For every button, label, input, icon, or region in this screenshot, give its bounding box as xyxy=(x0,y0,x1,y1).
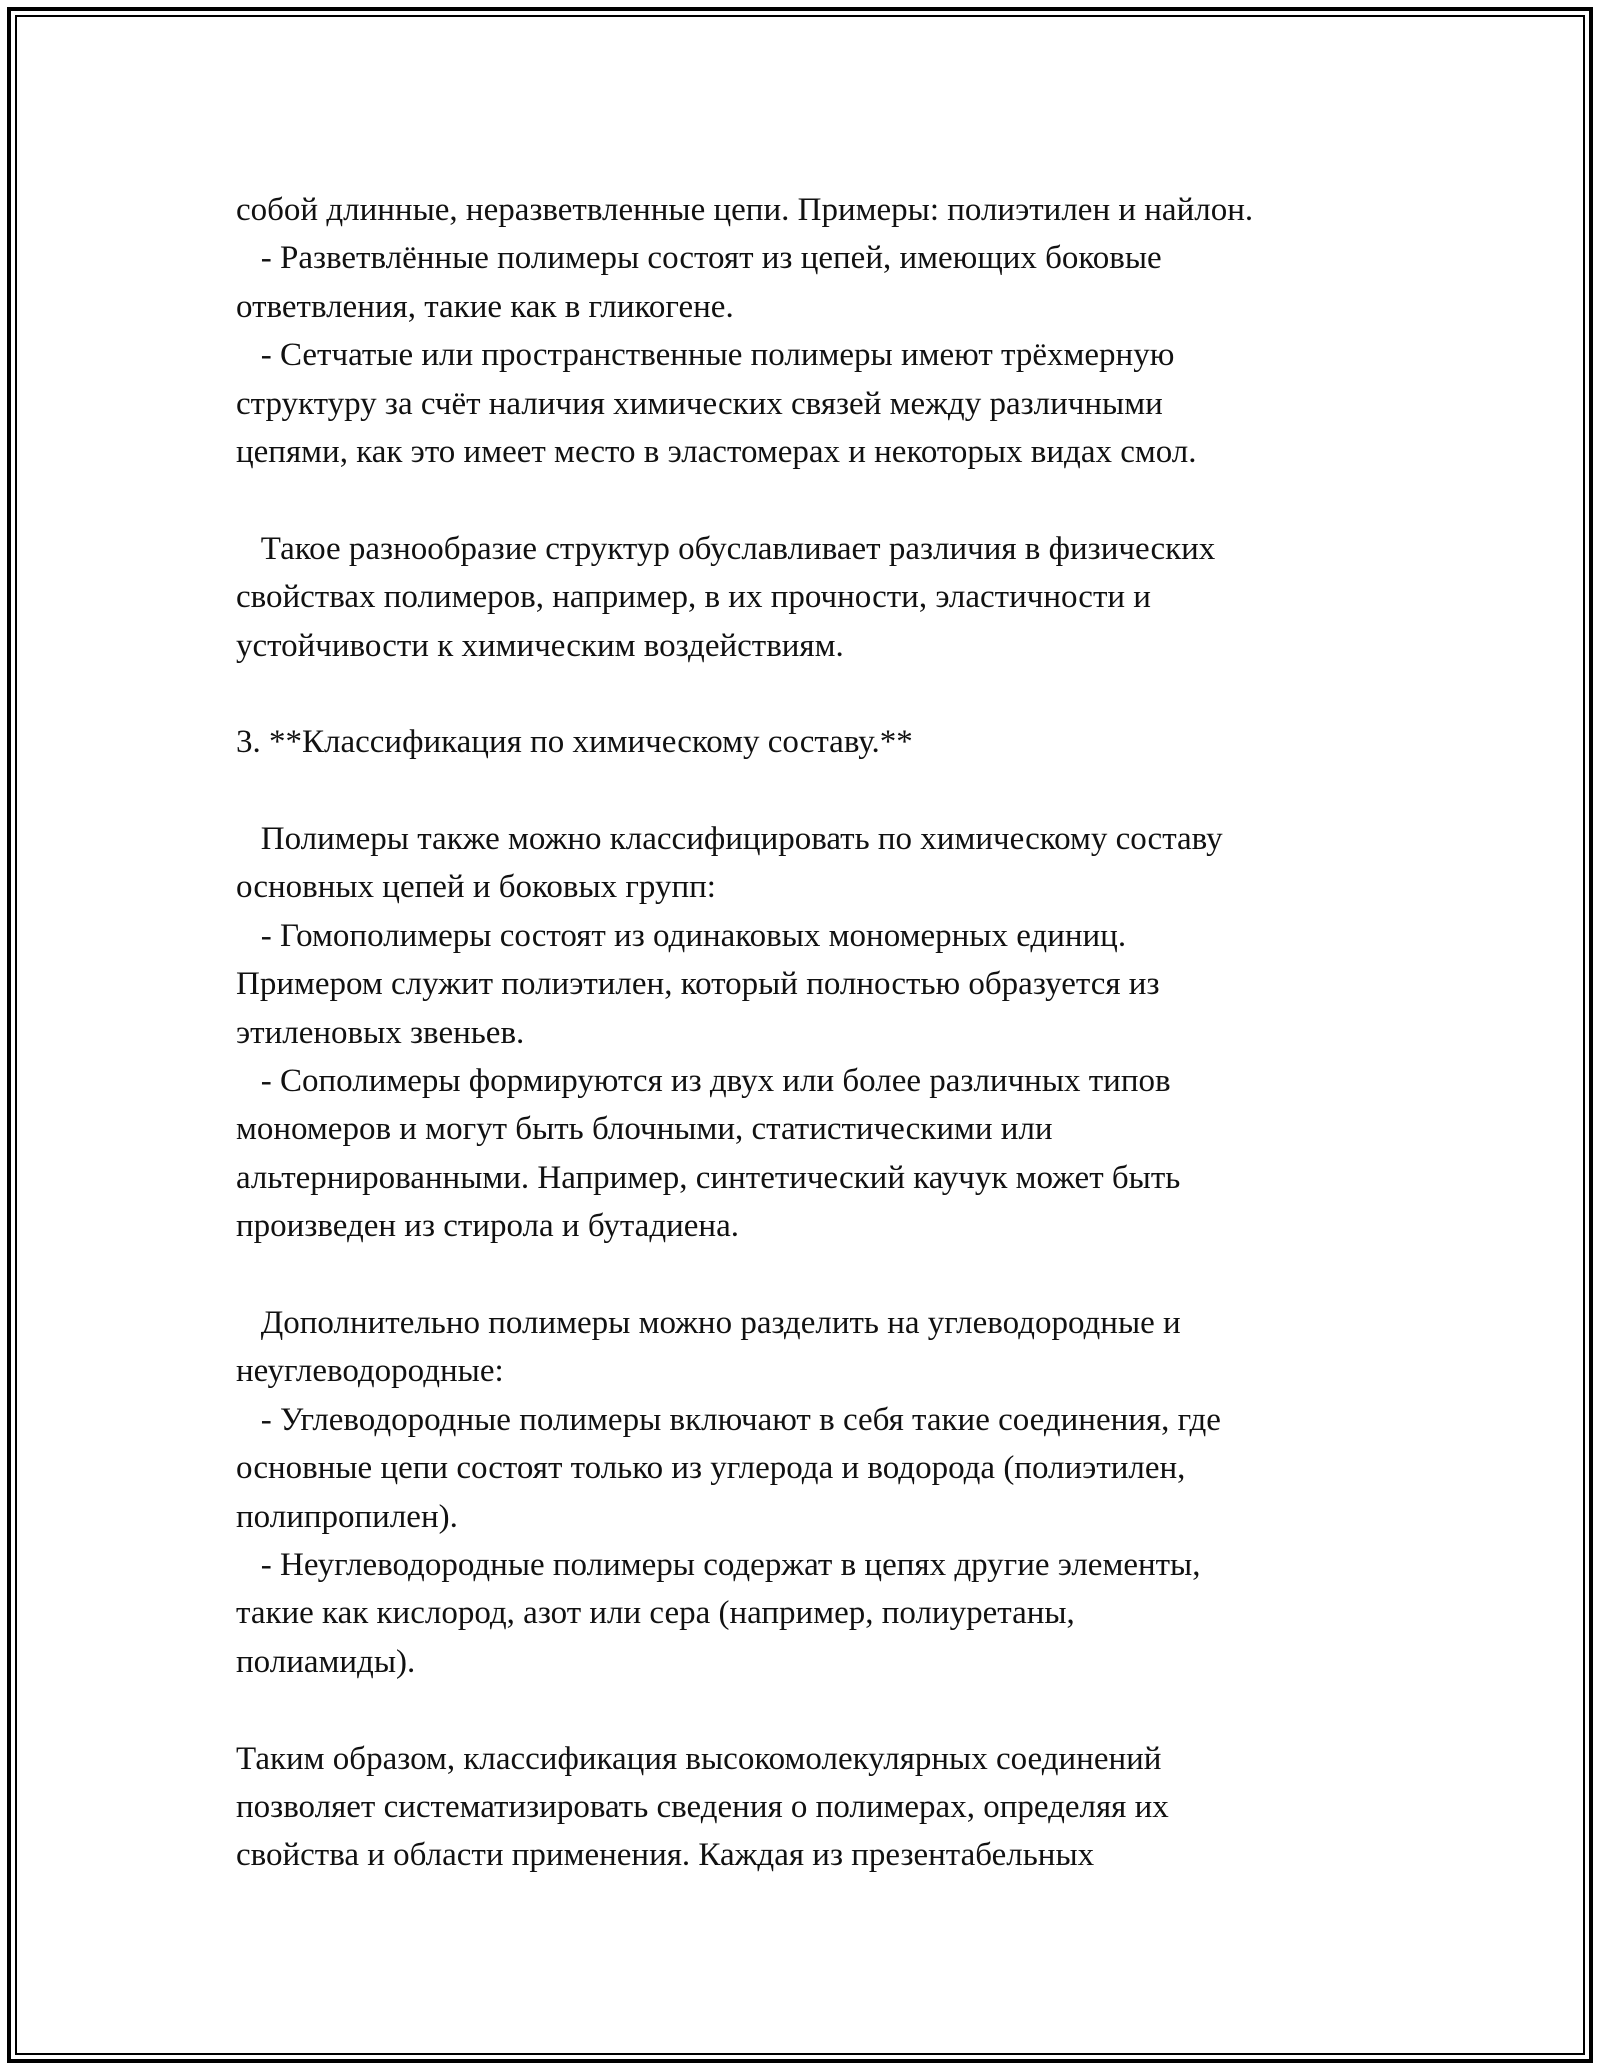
text-line: позволяет систематизировать сведения о полимерах, определяя их xyxy=(236,1788,1169,1825)
text-line: произведен из стирола и бутадиена. xyxy=(236,1208,739,1245)
text-line: мономеров и могут быть блочными, статистическими или xyxy=(236,1111,1053,1148)
text-line: - Сополимеры формируются из двух или более различных типов xyxy=(236,1063,1171,1100)
text-line: - Сетчатые или пространственные полимеры имеют трёхмерную xyxy=(236,337,1175,374)
text-line: такие как кислород, азот или сера (например, полиуретаны, xyxy=(236,1595,1075,1632)
text-line: Примером служит полиэтилен, который полностью образуется из xyxy=(236,966,1160,1003)
text-line: полипропилен). xyxy=(236,1498,458,1535)
text-line: полиамиды). xyxy=(236,1643,416,1680)
text-line: устойчивости к химическим воздействиям. xyxy=(236,627,844,664)
paragraph-spacer xyxy=(236,1686,1386,1734)
paragraph-spacer xyxy=(236,1251,1386,1299)
text-line: - Гомополимеры состоят из одинаковых мономерных единиц. xyxy=(236,917,1127,954)
paragraph-spacer xyxy=(236,670,1386,718)
text-line: этиленовых звеньев. xyxy=(236,1014,525,1051)
text-line: Полимеры также можно классифицировать по химическому составу xyxy=(236,821,1223,858)
text-line: основные цепи состоят только из углерода и водорода (полиэтилен, xyxy=(236,1450,1186,1487)
text-line: неуглеводородные: xyxy=(236,1353,504,1390)
text-line: ответвления, такие как в гликогене. xyxy=(236,288,734,325)
text-line: - Углеводородные полимеры включают в себя такие соединения, где xyxy=(236,1401,1221,1438)
text-line: собой длинные, неразветвленные цепи. Примеры: полиэтилен и найлон. xyxy=(236,192,1254,228)
text-line: - Неуглеводородные полимеры содержат в цепях другие элементы, xyxy=(236,1546,1201,1583)
text-line: цепями, как это имеет место в эластомерах и некоторых видах смол. xyxy=(236,433,1197,470)
text-line: структуру за счёт наличия химических связей между различными xyxy=(236,385,1163,422)
paragraph-spacer xyxy=(236,476,1386,524)
text-line: Дополнительно полимеры можно разделить на углеводородные и xyxy=(236,1304,1181,1341)
text-line: свойства и области применения. Каждая из презентабельных xyxy=(236,1837,1095,1874)
text-line: Такое разнообразие структур обуславливает различия в физических xyxy=(236,530,1216,567)
text-line: свойствах полимеров, например, в их прочности, эластичности и xyxy=(236,579,1151,616)
text-line: основных цепей и боковых групп: xyxy=(236,869,716,906)
text-line: - Разветвлённые полимеры состоят из цепей, имеющих боковые xyxy=(236,240,1162,277)
document-body xyxy=(236,186,1386,1880)
paragraph-spacer xyxy=(236,767,1386,815)
text-line: альтернированными. Например, синтетический каучук может быть xyxy=(236,1159,1181,1196)
section-heading: 3. **Классификация по химическому составу.** xyxy=(236,724,913,761)
text-line: Таким образом, классификация высокомолекулярных соединений xyxy=(236,1740,1162,1777)
